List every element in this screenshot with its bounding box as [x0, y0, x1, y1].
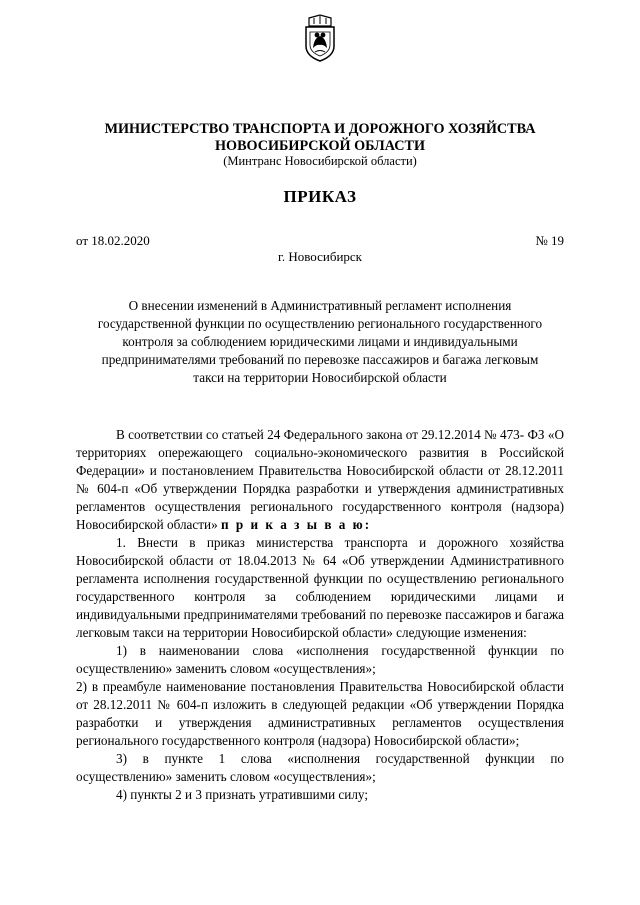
clause-1-2: 2) в преамбуле наименование постановления Правительства Новосибирской области от 28.12.2011 № 604-п изложить в следующей редакции «Об утверждении Порядка разработки и утверждения административных регламентов осуществления регионального государственного контроля (надзора) Новосибирской области»; — [76, 679, 564, 748]
document-number: № 19 — [535, 233, 564, 248]
preamble-paragraph — [76, 426, 564, 534]
ministry-abbreviation: (Минтранс Новосибирской области) — [223, 154, 417, 168]
preamble-text: В соответствии со статьей 24 Федерального закона от 29.12.2014 № 473- ФЗ «О территориях опережающего социально-экономического развития в Российской Федерации» и постановлением Правительства Новосибирской области от 28.12.2011 № 604-п «Об утверждении Порядка разработки и утверждения административных регламентов осуществления регионального государственного контроля (надзора) Новосибирской области» — [76, 427, 564, 532]
clause-1: 1. Внести в приказ министерства транспорта и дорожного хозяйства Новосибирской области от 18.04.2013 № 64 «Об утверждении Административного регламента исполнения государственной функции по осуществлению регионального государственного контроля за соблюдением юридическими лицами и индивидуальными предпринимателями требований по перевозке пассажиров и багажа легковым такси на территории Новосибирской области» следующие изменения: — [76, 535, 564, 640]
ministry-name-line2: НОВОСИБИРСКОЙ ОБЛАСТИ — [215, 138, 425, 154]
document-city: г. Новосибирск — [277, 249, 362, 264]
coat-of-arms-emblem — [303, 14, 337, 62]
subject-line: предпринимателями требований по перевозке пассажиров и багажа легковым — [101, 352, 539, 367]
document-subject — [76, 297, 564, 387]
subject-line: государственной функции по осуществлению регионального государственного — [97, 316, 543, 331]
clause-1-1: 1) в наименовании слова «исполнения государственной функции по осуществлению» заменить словом «осуществления»; — [76, 643, 564, 676]
subject-line: такси на территории Новосибирской области — [193, 370, 447, 385]
clause-1-3: 3) в пункте 1 слова «исполнения государственной функции по осуществлению» заменить словом «осуществления»; — [76, 751, 564, 784]
subject-line: контроля за соблюдением юридическими лицами и индивидуальными — [122, 334, 518, 349]
subject-line: О внесении изменений в Административный регламент исполнения — [128, 298, 512, 313]
ministry-name-line1: МИНИСТЕРСТВО ТРАНСПОРТА И ДОРОЖНОГО ХОЗЯЙСТВА — [104, 121, 536, 137]
document-body — [76, 426, 564, 804]
document-type-title: ПРИКАЗ — [283, 187, 357, 206]
clause-1-4: 4) пункты 2 и 3 признать утратившими силу; — [116, 787, 368, 802]
order-word: п р и к а з ы в а ю: — [220, 517, 372, 532]
document-date: от 18.02.2020 — [76, 233, 150, 248]
